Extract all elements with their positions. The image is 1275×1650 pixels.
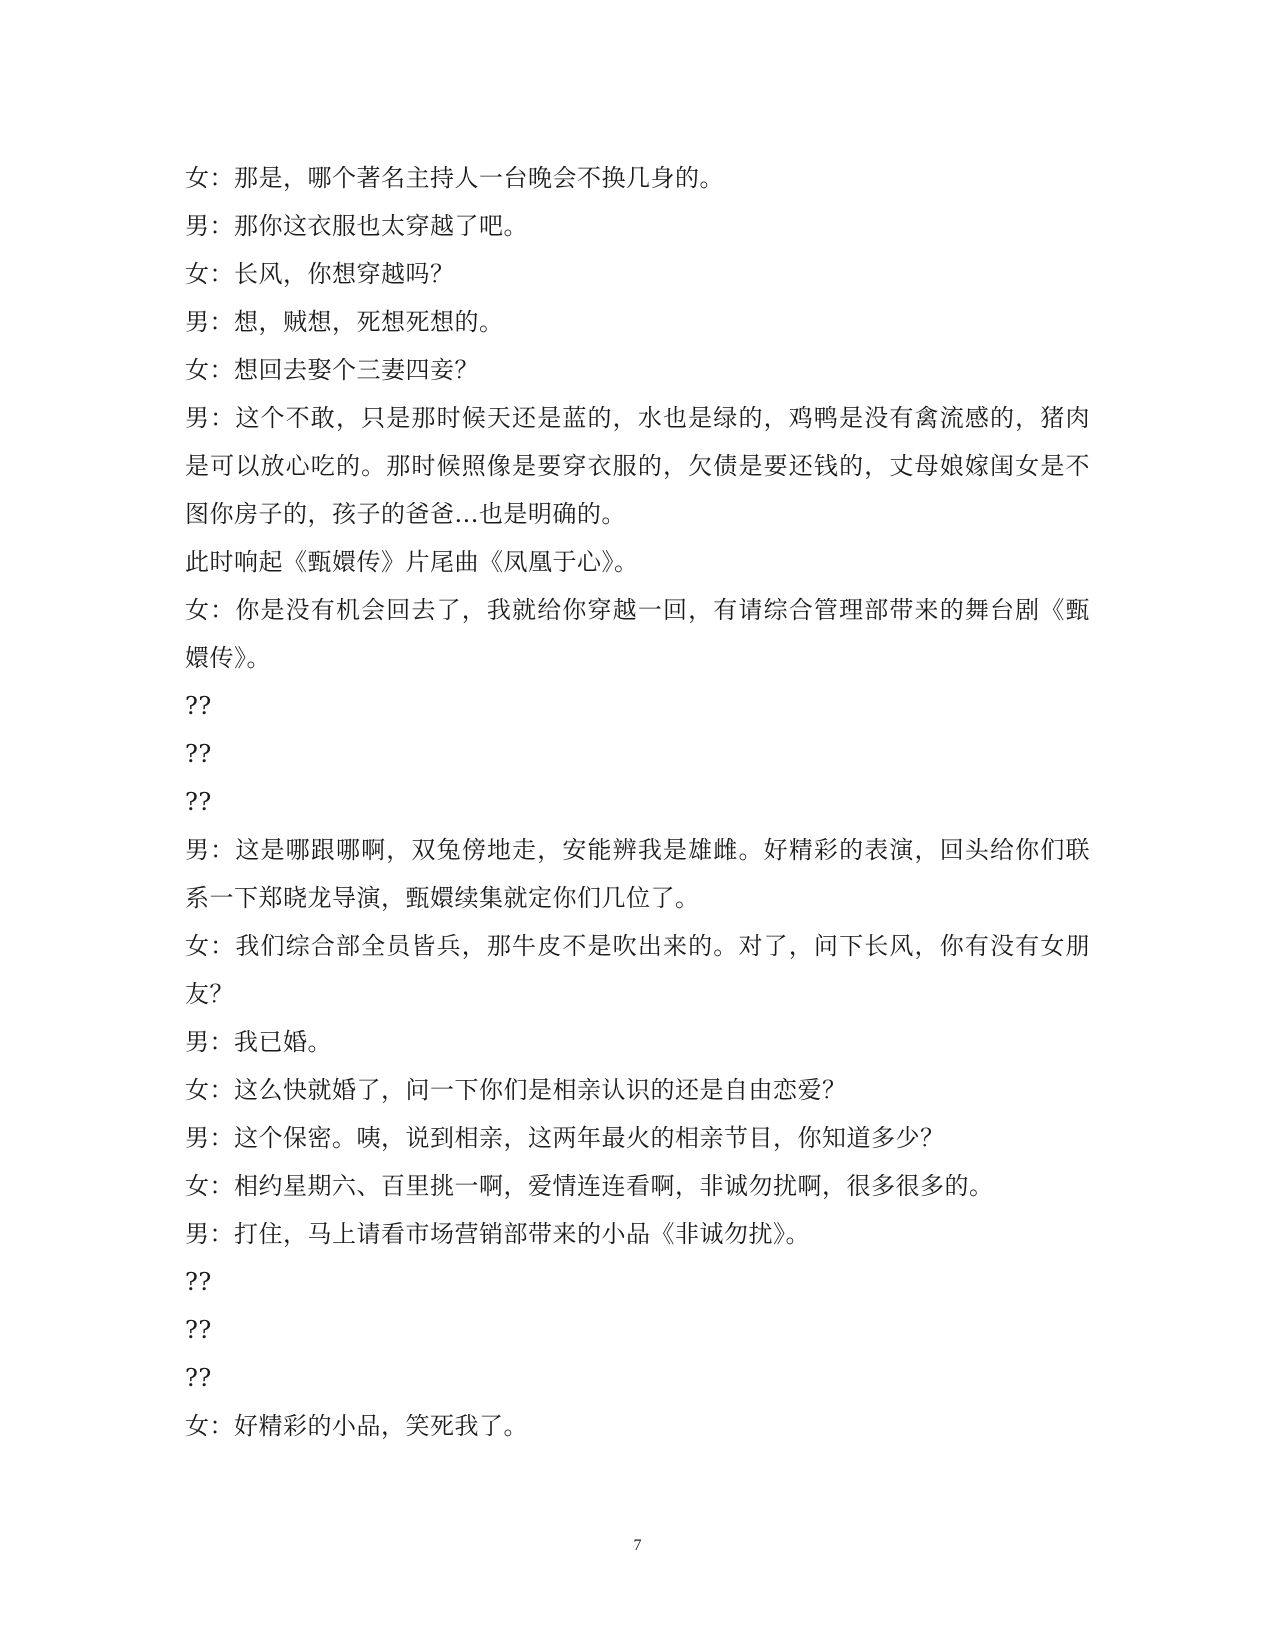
- paragraph: 女：好精彩的小品，笑死我了。: [185, 1412, 528, 1440]
- paragraph: 女：长风，你想穿越吗？: [185, 260, 455, 288]
- paragraph: 男：想，贼想，死想死想的。: [185, 308, 504, 336]
- paragraph: 男：那你这衣服也太穿越了吧。: [185, 212, 528, 240]
- paragraph: 女：那是，哪个著名主持人一台晚会不换几身的。: [185, 164, 724, 192]
- paragraph: 女：想回去娶个三妻四妾？: [185, 356, 479, 384]
- paragraph: ??: [185, 1316, 212, 1344]
- paragraph: ??: [185, 788, 212, 816]
- paragraph: 男：我已婚。: [185, 1028, 332, 1056]
- page-body: [185, 154, 1090, 1450]
- paragraph: 男：这个保密。咦，说到相亲，这两年最火的相亲节目，你知道多少？: [185, 1124, 945, 1152]
- paragraph: 女：相约星期六、百里挑一啊，爱情连连看啊，非诚勿扰啊，很多很多的。: [185, 1172, 994, 1200]
- paragraph: ??: [185, 692, 212, 720]
- paragraph: ??: [185, 1268, 212, 1296]
- paragraph: ??: [185, 740, 212, 768]
- paragraph: 女：你是没有机会回去了，我就给你穿越一回，有请综合管理部带来的舞台剧《甄嬛传》。: [185, 596, 1090, 672]
- paragraph: ??: [185, 1364, 212, 1392]
- page-number: 7: [633, 1537, 642, 1554]
- paragraph: 女：这么快就婚了，问一下你们是相亲认识的还是自由恋爱？: [185, 1076, 847, 1104]
- paragraph: 男：这是哪跟哪啊，双兔傍地走，安能辨我是雄雌。好精彩的表演，回头给你们联系一下郑晓龙导演，甄嬛续集就定你们几位了。: [185, 836, 1090, 912]
- paragraph: 此时响起《甄嬛传》片尾曲《凤凰于心》。: [185, 548, 639, 576]
- paragraph: 男：打住，马上请看市场营销部带来的小品《非诚勿扰》。: [185, 1220, 810, 1248]
- paragraph: 男：这个不敢，只是那时候天还是蓝的，水也是绿的，鸡鸭是没有禽流感的，猪肉是可以放心吃的。那时候照像是要穿衣服的，欠债是要还钱的，丈母娘嫁闺女是不图你房子的，孩子的爸爸...也是明确的。: [185, 404, 1090, 528]
- paragraph: 女：我们综合部全员皆兵，那牛皮不是吹出来的。对了，问下长风，你有没有女朋友？: [185, 932, 1090, 1008]
